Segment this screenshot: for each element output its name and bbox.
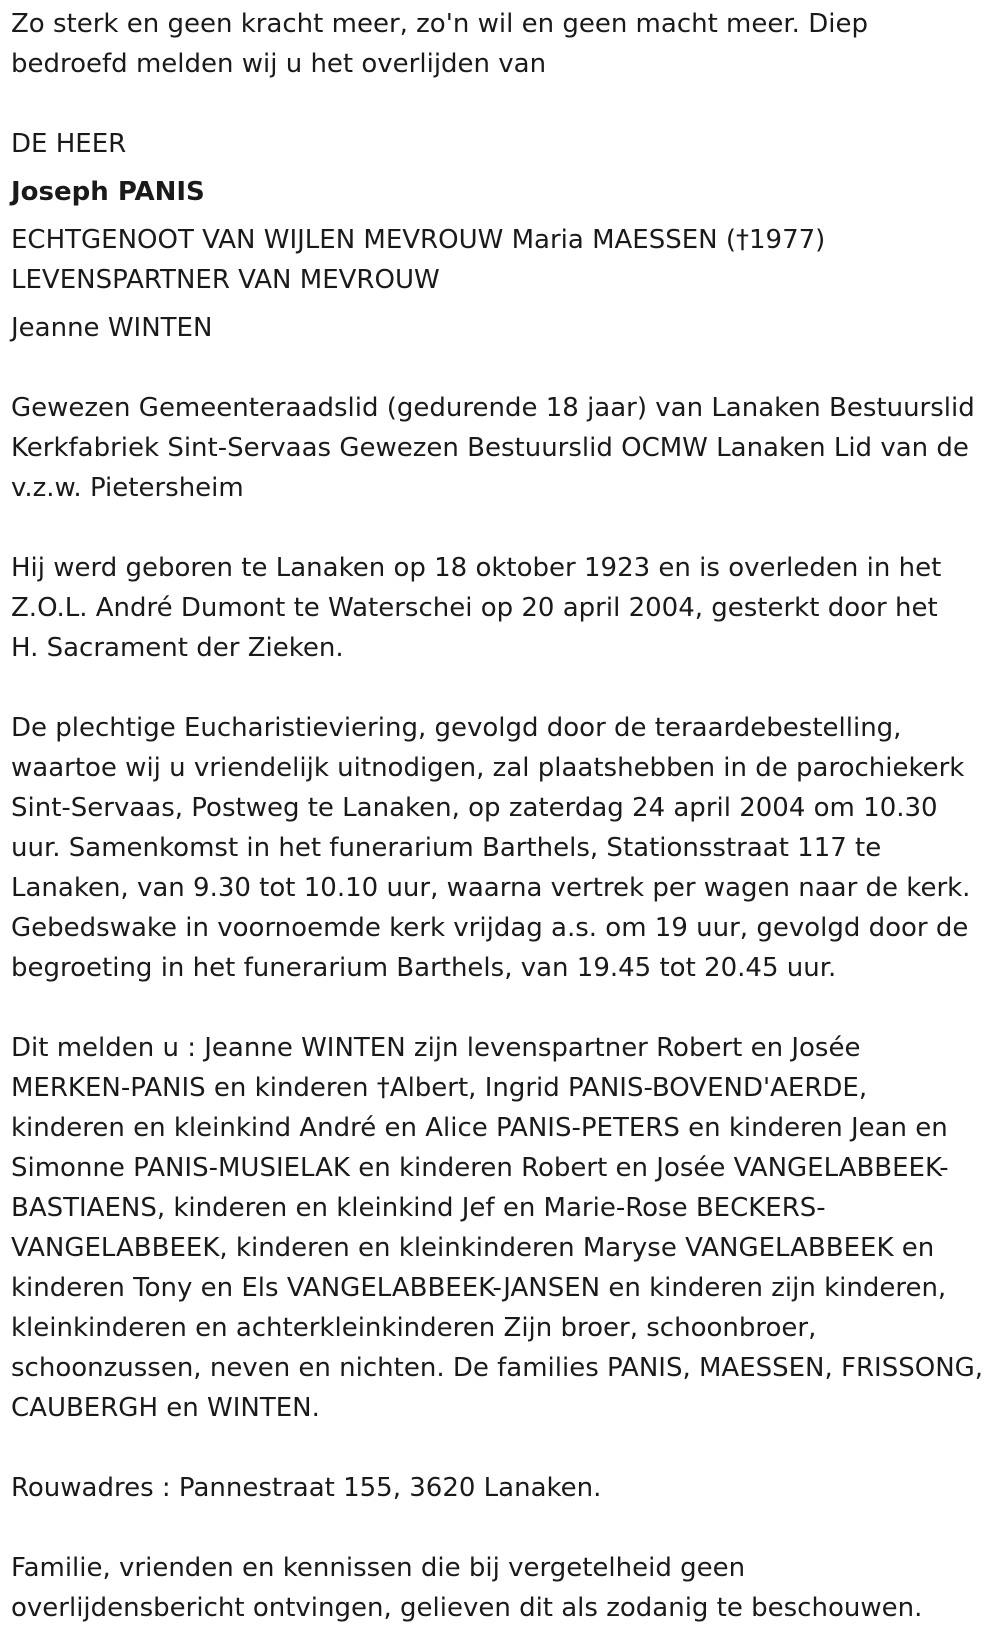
- ceremony-text: De plechtige Eucharistieviering, gevolgd door de teraardebestelling, waartoe wij u vriendelijk uitnodigen, zal plaatshebben in de parochiekerk Sint-Servaas, Postweg te Lanaken, op zaterdag 24 april 2004 om 10.30 uur. Samenkomst in het funerarium Barthels, Stationsstraat 117 te Lanaken, van 9.30 tot 10.10 uur, waarna vertrek per wagen naar de kerk. Gebedswake in voornoemde kerk vrijdag a.s. om 19 uur, gevolgd door de begroeting in het funerarium Barthels, van 19.45 tot 20.45 uur.: [11, 713, 971, 983]
- spacer: [11, 508, 990, 548]
- spacer: [11, 84, 990, 124]
- closing-text: Familie, vrienden en kennissen die bij vergetelheid geen overlijdensbericht ontvingen, gelieven dit als zodanig te beschouwen.: [11, 1553, 923, 1623]
- spacer: [11, 668, 990, 708]
- spacer: [11, 1428, 990, 1468]
- address-text: Rouwadres : Pannestraat 155, 3620 Lanaken.: [11, 1473, 602, 1503]
- family-text: Dit melden u : Jeanne WINTEN zijn levenspartner Robert en Josée MERKEN-PANIS en kinderen †Albert, Ingrid PANIS-BOVEND'AERDE, kinderen en kleinkind André en Alice PANIS-PETERS en kinderen Jean en Simonne PANIS-MUSIELAK en kinderen Robert en Josée VANGELABBEEK- BASTIAENS, kinderen en kleinkind Jef en Marie-Rose BECKERS- VANGELABBEEK, kinderen en kleinkinderen Maryse VANGELABBEEK en kinderen Tony en Els VANGELABBEEK-JANSEN en kinderen zijn kinderen, kleinkinderen en achterkleinkinderen Zijn broer, schoonbroer, schoonzussen, neven en nichten. De families PANIS, MAESSEN, FRISSONG, CAUBERGH en WINTEN.: [11, 1033, 984, 1423]
- deceased-name: Joseph PANIS: [11, 177, 205, 207]
- spacer: [11, 988, 990, 1028]
- spacer: [11, 348, 990, 388]
- spacer: [11, 300, 990, 308]
- intro-text: Zo sterk en geen kracht meer, zo'n wil en geen macht meer. Diep bedroefd melden wij u het overlijden van: [11, 9, 868, 79]
- title-prefix: DE HEER: [11, 129, 127, 159]
- spacer: [11, 1508, 990, 1548]
- spacer: [11, 212, 990, 220]
- functions-text: Gewezen Gemeenteraadslid (gedurende 18 jaar) van Lanaken Bestuurslid Kerkfabriek Sint-Servaas Gewezen Bestuurslid OCMW Lanaken Lid van de v.z.w. Pietersheim: [11, 393, 975, 503]
- partner-line: LEVENSPARTNER VAN MEVROUW: [11, 265, 440, 295]
- spacer: [11, 164, 990, 172]
- partner-name: Jeanne WINTEN: [11, 313, 213, 343]
- spouse-line: ECHTGENOOT VAN WIJLEN MEVROUW Maria MAESSEN (†1977): [11, 225, 826, 255]
- birth-death-text: Hij werd geboren te Lanaken op 18 oktober 1923 en is overleden in het Z.O.L. André Dumont te Waterschei op 20 april 2004, gesterkt door het H. Sacrament der Zieken.: [11, 553, 942, 663]
